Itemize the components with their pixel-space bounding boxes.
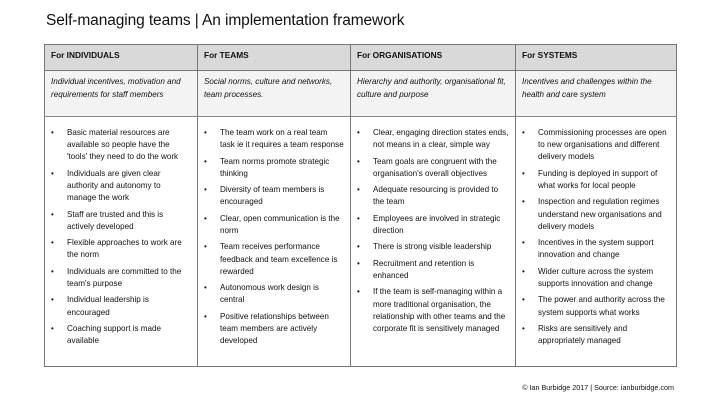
list-item: • Staff are trusted and this is actively developed <box>49 209 191 233</box>
items-row <box>45 117 677 367</box>
list-item: • Individuals are committed to the team's purpose <box>49 266 191 290</box>
list-item: • Basic material resources are available so people have the 'tools' they need to do the work <box>49 127 191 164</box>
list-item: • Clear, open communication is the norm <box>202 213 344 237</box>
page-title: Self-managing teams | An implementation framework <box>46 12 405 29</box>
bullet-list <box>355 127 509 335</box>
list-item: • The power and authority across the system supports what works <box>520 294 670 318</box>
list-item: • Autonomous work design is central <box>202 282 344 306</box>
column-items-teams <box>198 117 351 367</box>
column-subtitle-systems: Incentives and challenges within the health and care system <box>516 71 677 117</box>
list-item: • There is strong visible leadership <box>355 241 509 253</box>
list-item: • If the team is self-managing within a more traditional organisation, the relationship with other teams and the corporate fit is sensitively managed <box>355 286 509 335</box>
list-item: • Diversity of team members is encouraged <box>202 184 344 208</box>
column-subtitle-teams: Social norms, culture and networks, team processes. <box>198 71 351 117</box>
list-item: • Coaching support is made available <box>49 323 191 347</box>
list-item: • Team norms promote strategic thinking <box>202 156 344 180</box>
list-item: • Wider culture across the system supports innovation and change <box>520 266 670 290</box>
list-item: • Inspection and regulation regimes understand new organisations and delivery models <box>520 196 670 233</box>
bullet-list <box>202 127 344 347</box>
list-item: • Recruitment and retention is enhanced <box>355 258 509 282</box>
column-subtitle-organisations: Hierarchy and authority, organisational fit, culture and purpose <box>351 71 516 117</box>
list-item: • Risks are sensitively and appropriately managed <box>520 323 670 347</box>
list-item: • Funding is deployed in support of what works for local people <box>520 168 670 192</box>
list-item: • Employees are involved in strategic direction <box>355 213 509 237</box>
list-item: • Positive relationships between team members are actively developed <box>202 311 344 348</box>
column-items-organisations <box>351 117 516 367</box>
list-item: • Team goals are congruent with the organisation's overall objectives <box>355 156 509 180</box>
column-header-organisations: For ORGANISATIONS <box>351 45 516 71</box>
column-header-teams: For TEAMS <box>198 45 351 71</box>
bullet-list <box>49 127 191 347</box>
credit-line: © Ian Burbidge 2017 | Source: ianburbidge.com <box>522 383 674 392</box>
list-item: • Adequate resourcing is provided to the team <box>355 184 509 208</box>
column-header-individuals: For INDIVIDUALS <box>45 45 198 71</box>
subtitle-row <box>45 71 677 117</box>
header-row <box>45 45 677 71</box>
bullet-list <box>520 127 670 347</box>
list-item: • Flexible approaches to work are the norm <box>49 237 191 261</box>
framework-table <box>44 44 677 367</box>
column-items-individuals <box>45 117 198 367</box>
list-item: • Individuals are given clear authority and autonomy to manage the work <box>49 168 191 205</box>
column-subtitle-individuals: Individual incentives, motivation and requirements for staff members <box>45 71 198 117</box>
list-item: • Clear, engaging direction states ends, not means in a clear, simple way <box>355 127 509 151</box>
list-item: • Commissioning processes are open to new organisations and different delivery models <box>520 127 670 164</box>
column-items-systems <box>516 117 677 367</box>
list-item: • Team receives performance feedback and team excellence is rewarded <box>202 241 344 278</box>
column-header-systems: For SYSTEMS <box>516 45 677 71</box>
list-item: • Individual leadership is encouraged <box>49 294 191 318</box>
list-item: • The team work on a real team task ie it requires a team response <box>202 127 344 151</box>
list-item: • Incentives in the system support innovation and change <box>520 237 670 261</box>
